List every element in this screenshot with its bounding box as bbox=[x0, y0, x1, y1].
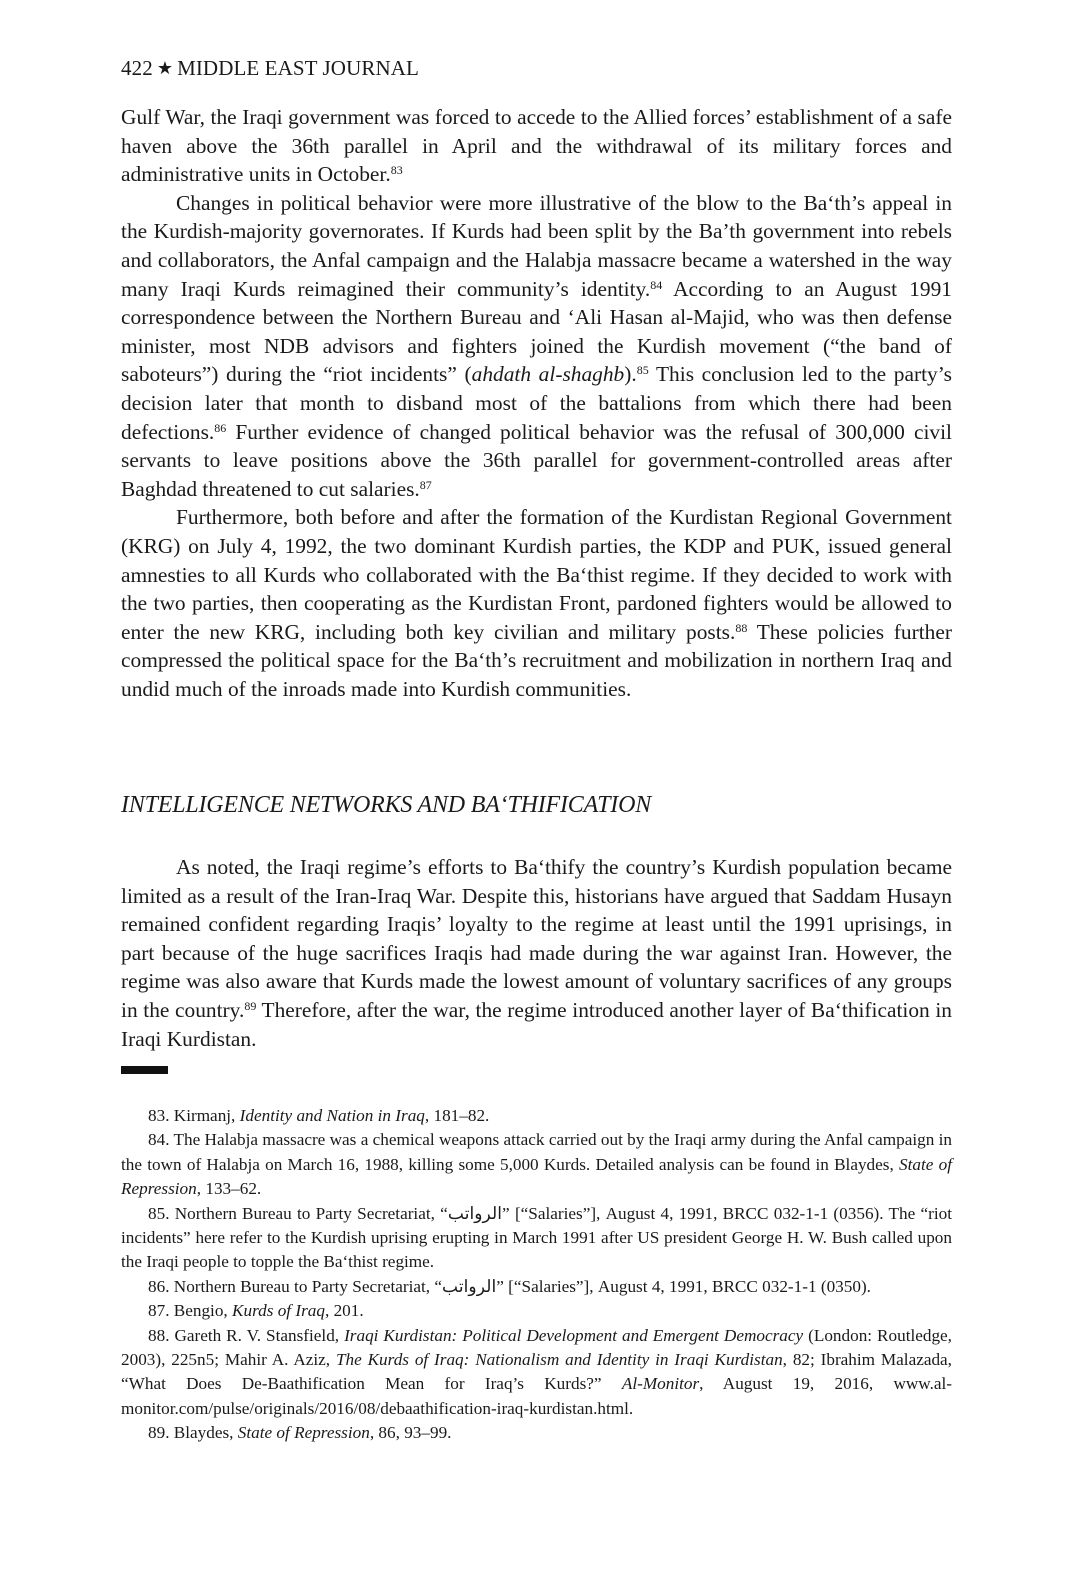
body-text bbox=[121, 103, 952, 703]
paragraph-4: As noted, the Iraqi regime’s efforts to Ba‘thify the country’s Kurdish population became limited as a result of the Iran-Iraq War. Despite this, historians have argued that Saddam Husayn remained confident regarding Iraqis’ loyalty to the regime at least until the 1991 uprisings, in part because of the huge sacrifices Iraqis had made during the war against Iran. However, the regime was also aware that Kurds made the lowest amount of voluntary sacrifices of any groups in the country.$^{89}$ Therefore, after the war, the regime introduced another layer of Ba‘thification in Iraqi Kurdistan. bbox=[121, 855, 952, 1051]
page-number: 422 bbox=[121, 56, 153, 80]
journal-title: MIDDLE EAST JOURNAL bbox=[177, 56, 419, 80]
footnote-ref-83: 83 bbox=[390, 163, 403, 178]
footnotes bbox=[121, 1104, 952, 1446]
star-icon: ★ bbox=[156, 58, 174, 78]
italic-term: ahdath al-shaghb bbox=[471, 362, 625, 387]
footnote-85: 85. Northern Bureau to Party Secretariat, “الرواتب” [“Salaries”], August 4, 1991, BRCC 032-1-1 (0356). The “riot incidents” here refer to the Kurdish uprising erupting in March 1991 after US president George H. W. Bush called upon the Iraqi people to topple the Ba‘thist regime. bbox=[121, 1203, 952, 1272]
footnote-ref-86: 86 bbox=[214, 420, 227, 435]
footnote-89: 89. Blaydes, State of Repression, 86, 93–99. bbox=[148, 1423, 452, 1443]
footnote-83: 83. Kirmanj, Identity and Nation in Iraq, 181–82. bbox=[148, 1106, 490, 1125]
footnote-ref-85: 85 bbox=[636, 363, 649, 378]
footnote-88: 88. Gareth R. V. Stansfield, Iraqi Kurdistan: Political Development and Emergent Democracy (London: Routledge, 2003), 225n5; Mahir A. Aziz, The Kurds of Iraq: Nationalism and Identity in Iraqi Kurdistan, 82; Ibrahim Malazada, “What Does De-Baathification Mean for Iraq’s Kurds?” Al-Monitor, August 19, 2016, www.al-monitor.com/pulse/originals/2016/08/debaathification-iraq-kurdistan.html. bbox=[121, 1325, 952, 1418]
footnote-divider bbox=[121, 1066, 168, 1074]
paragraph-1: Gulf War, the Iraqi government was forced to accede to the Allied forces’ establishment of a safe haven above the 36th parallel in April and the withdrawal of its military forces and administrative units in October.$^{83}$ bbox=[121, 105, 952, 187]
footnote-87: 87. Bengio, Kurds of Iraq, 201. bbox=[148, 1301, 364, 1321]
footnote-ref-84: 84 bbox=[650, 277, 663, 292]
section-heading: INTELLIGENCE NETWORKS AND BA‘THIFICATION bbox=[121, 792, 652, 818]
running-header bbox=[121, 56, 419, 81]
footnote-ref-89: 89 bbox=[244, 998, 257, 1013]
section-body bbox=[121, 853, 952, 1053]
footnote-ref-88: 88 bbox=[735, 620, 748, 635]
paragraph-3: Furthermore, both before and after the formation of the Kurdistan Regional Government (KRG) on July 4, 1992, the two dominant Kurdish parties, the KDP and PUK, issued general amnesties to all Kurds who collaborated with the Ba‘thist regime. If they decided to work with the two parties, then cooperating as the Kurdistan Front, pardoned fighters would be allowed to enter the new KRG, including both key civilian and military posts.$^{88}$ These policies further compressed the political space for the Ba‘th’s recruitment and mobilization in northern Iraq and undid much of the inroads made into Kurdish communities. bbox=[121, 505, 952, 701]
footnote-ref-87: 87 bbox=[419, 477, 432, 492]
footnote-84: 84. The Halabja massacre was a chemical weapons attack carried out by the Iraqi army during the Anfal campaign in the town of Halabja on March 16, 1988, killing some 5,000 Kurds. Detailed analysis can be found in Blaydes, State of Repression, 133–62. bbox=[121, 1130, 952, 1199]
paragraph-2: Changes in political behavior were more illustrative of the blow to the Ba‘th’s appeal in the Kurdish-majority governorates. If Kurds had been split by the Ba’th government into rebels and collaborators, the Anfal campaign and the Halabja massacre became a watershed in the way many Iraqi Kurds reimagined their community’s identity.$^{84}$ According to an August 1991 correspondence between the Northern Bureau and ‘Ali Hasan al-Majid, who was then defense minister, most NDB advisors and fighters joined the Kurdish movement (“the band of saboteurs”) during the “riot incidents” (ahdath al-shaghb).$^{85}$ This conclusion led to the party’s decision later that month to disband most of the battalions from which there had been defections.$^{86}$ Further evidence of changed political behavior was the refusal of 300,000 civil servants to leave positions above the 36th parallel for government-controlled areas after Baghdad threatened to cut salaries.$^{87}$ bbox=[121, 190, 952, 501]
footnote-86: 86. Northern Bureau to Party Secretariat, “الرواتب” [“Salaries”], August 4, 1991, BRCC 032-1-1 (0350). bbox=[148, 1276, 871, 1296]
